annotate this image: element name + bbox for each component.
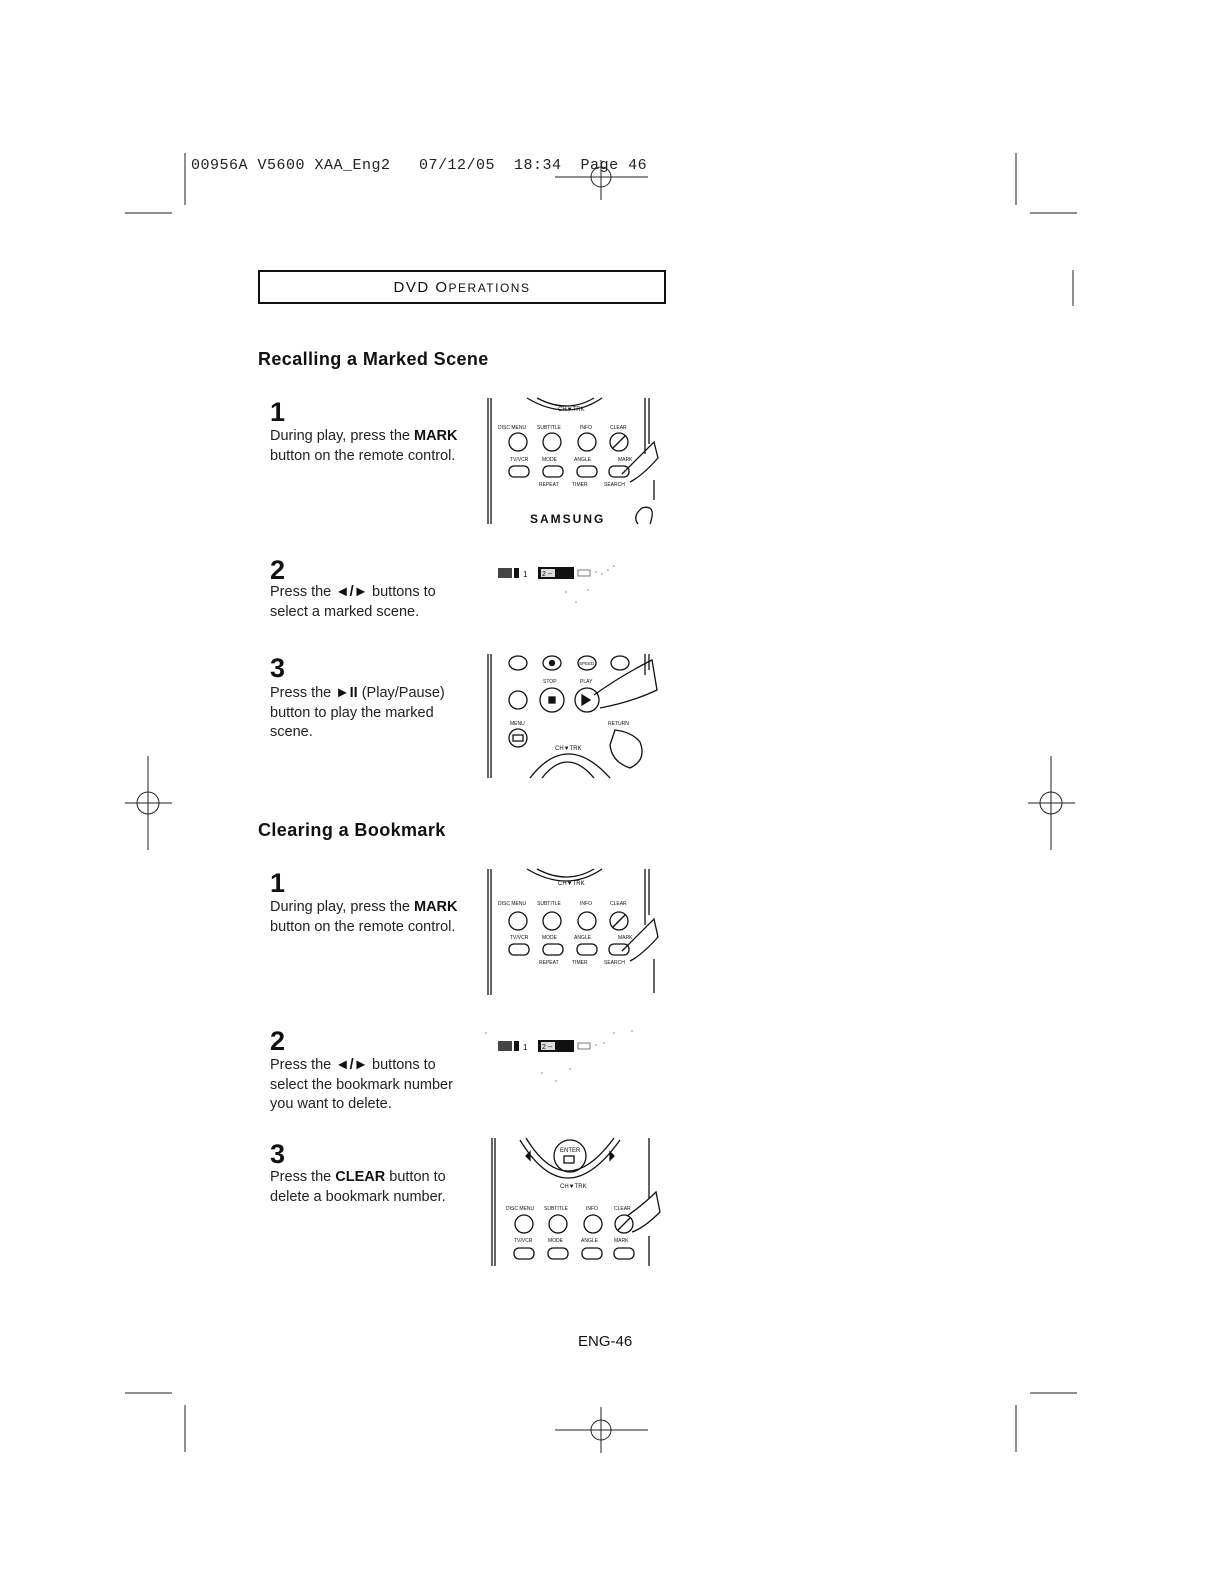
clear-label: CLEAR [610,901,627,907]
remote-mark-illustration [482,867,662,997]
disc-menu-label: DISC MENU [498,901,527,907]
step-text: Press the CLEAR button to delete a bookmark number. [270,1169,446,1205]
key-name: MARK [414,899,458,915]
key-name: CLEAR [335,1169,386,1185]
stop-label: STOP [543,679,557,685]
info-label: INFO [580,425,592,431]
info-label: INFO [580,901,592,907]
search-label: SEARCH [604,960,625,966]
info-label: INFO [586,1206,598,1212]
step-number: 3 [270,1139,286,1169]
key-name: ◄/► [335,584,369,600]
angle-label: ANGLE [574,935,591,941]
repeat-label: REPEAT [539,960,559,966]
osd-mark-1: 1 [523,1043,528,1052]
remote-clear-illustration [486,1136,661,1268]
subtitle-label: SUBTITLE [537,425,561,431]
samsung-brand: SAMSUNG [530,512,606,526]
header-lead: DVD O [393,279,449,296]
section-title-clear: Clearing a Bookmark [258,820,446,840]
step-text: During play, press the MARK button on the remote control. [270,899,458,935]
section-title-recall: Recalling a Marked Scene [258,349,489,369]
disc-menu-label: DISC MENU [506,1206,535,1212]
mode-label: MODE [548,1238,563,1244]
tvvcr-label: TV/VCR [510,457,529,463]
enter-label: ENTER [560,1148,581,1154]
clear-label: CLEAR [614,1206,631,1212]
return-label: RETURN [608,721,629,727]
print-slug: 00956A V5600 XAA_Eng2 07/12/05 18:34 Page 46 [191,157,648,174]
step-number: 2 [270,1026,286,1056]
mark-label: MARK [618,457,633,463]
subtitle-label: SUBTITLE [544,1206,568,1212]
speed-label: SPEED [579,661,595,666]
chtrk-label: CH▼TRK [558,881,585,887]
key-name: MARK [414,428,458,444]
step-number: 2 [270,555,286,585]
osd-bookmark-bar [482,1025,657,1090]
timer-label: TIMER [572,960,588,966]
step-text: Press the ►II (Play/Pause) button to play the marked scene. [270,685,445,740]
step-text: Press the ◄/► buttons to select the bookmark number you want to delete. [270,1057,453,1112]
step-text: During play, press the MARK button on the remote control. [270,428,458,464]
disc-menu-label: DISC MENU [498,425,527,431]
mark-label: MARK [618,935,633,941]
step-number: 1 [270,397,286,427]
remote-mark-illustration [482,396,662,526]
page-number: ENG-46 [578,1333,633,1350]
key-name: ◄/► [335,1057,369,1073]
step-number: 3 [270,653,286,683]
remote-play-illustration [482,650,662,780]
chtrk-label: CH▼TRK [560,1184,587,1190]
tvvcr-label: TV/VCR [514,1238,533,1244]
angle-label: ANGLE [581,1238,598,1244]
osd-bookmark-bar [496,562,626,612]
section-header [258,270,666,304]
osd-mark-2: 2 -- [542,1044,553,1051]
subtitle-label: SUBTITLE [537,901,561,907]
search-label: SEARCH [604,482,625,488]
step-text: Press the ◄/► buttons to select a marked scene. [270,584,436,620]
osd-mark-1: 1 [523,570,528,579]
clear-label: CLEAR [610,425,627,431]
mode-label: MODE [542,457,557,463]
osd-mark-2: 2 -- [542,571,553,578]
key-name: ►II [335,685,358,701]
mode-label: MODE [542,935,557,941]
header-rest: PERATIONS [448,281,531,295]
chtrk-label: CH▼TRK [555,746,582,752]
tvvcr-label: TV/VCR [510,935,529,941]
menu-label: MENU [510,721,525,727]
angle-label: ANGLE [574,457,591,463]
play-label: PLAY [580,679,593,685]
chtrk-label: CH▼TRK [558,407,585,413]
step-number: 1 [270,868,286,898]
repeat-label: REPEAT [539,482,559,488]
mark-label: MARK [614,1238,629,1244]
timer-label: TIMER [572,482,588,488]
